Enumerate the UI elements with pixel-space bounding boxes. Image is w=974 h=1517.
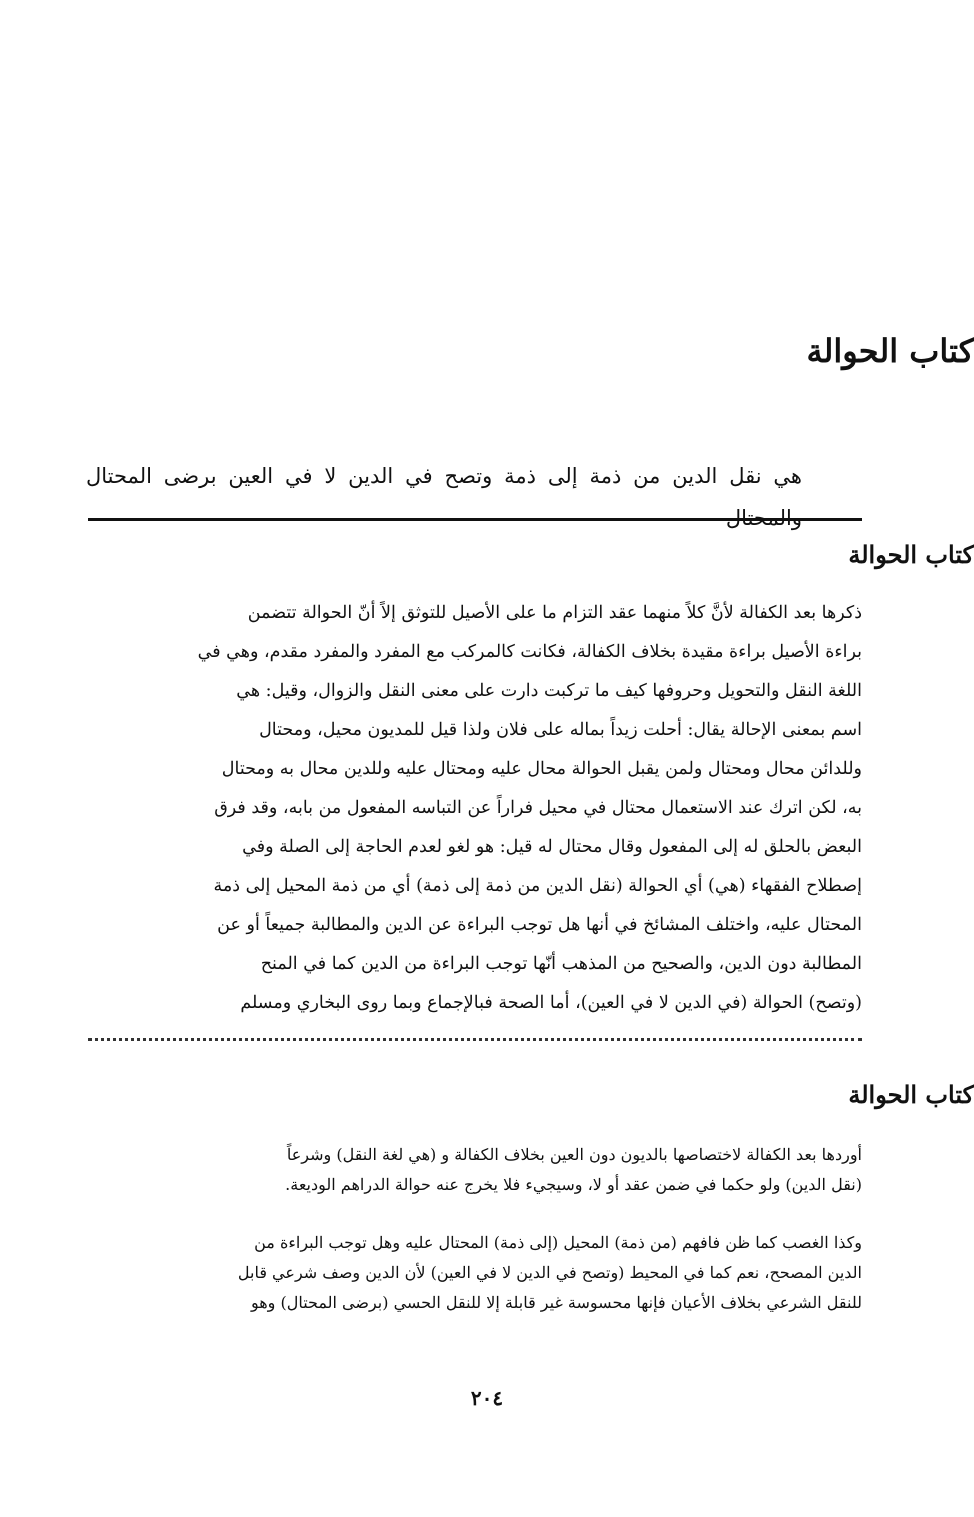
commentary-1-line: المحتال عليه، واختلف المشائخ في أنها هل توجب البراءة عن الدين والمطالبة جميعاً أو عن xyxy=(217,915,862,935)
commentary-2-line: الدين المصحح، نعم كما في المحيط (وتصح في الدين لا في العين) لأن الدين وصف شرعي قابل xyxy=(237,1263,862,1282)
commentary-2-line: أوردها بعد الكفالة لاختصاصها بالديون دون العين بخلاف الكفالة و (هي لغة النقل) وشرعاً xyxy=(286,1145,862,1164)
commentary-1-line: (وتصح) الحوالة (في الدين لا في العين)، أما الصحة فبالإجماع وبما روى البخاري ومسلم xyxy=(240,993,862,1013)
commentary-1-body xyxy=(86,594,862,1023)
chapter-title: كتاب الحوالة xyxy=(806,332,974,370)
commentary-2-paragraph-1 xyxy=(86,1140,862,1200)
commentary-2-line: (نقل الدين) ولو حكما في ضمن عقد أو لا، وسيجيء فلا يخرج عنه حوالة الدراهم الوديعة. xyxy=(285,1175,862,1194)
separator-line xyxy=(88,518,862,521)
commentary-1-line: المطالبة دون الدين، والصحيح من المذهب أنّها توجب البراءة من الدين كما في المنح xyxy=(260,954,862,974)
commentary-1-line: وللدائن محال ومحتال ولمن يقبل الحوالة محال عليه ومحتال عليه وللدين محال به ومحتال xyxy=(221,759,862,779)
commentary-1-title: كتاب الحوالة xyxy=(848,540,974,569)
main-text: هي نقل الدين من ذمة إلى ذمة وتصح في الدين لا في العين برضى المحتال والمحتال xyxy=(86,464,802,530)
commentary-2-line: وكذا الغصب كما ظن فافهم (من ذمة) المحيل (إلى ذمة) المحتال عليه وهل توجب البراءة من xyxy=(254,1233,862,1252)
commentary-1-line: اللغة النقل والتحويل وحروفها كيف ما تركبت دارت على معنى النقل والزوال، وقيل: هي xyxy=(236,681,862,701)
dotted-separator xyxy=(88,1038,862,1041)
commentary-1-line: به، لكن اترك عند الاستعمال محتال في محيل فراراً عن التباسه المفعول من بابه، وقد فرق xyxy=(214,798,862,818)
commentary-1-line: براءة الأصيل براءة مقيدة بخلاف الكفالة، فكانت كالمركب مع المفرد والمفرد مقدم، وهي في xyxy=(197,642,862,662)
commentary-2-title: كتاب الحوالة xyxy=(848,1080,974,1109)
commentary-1-line: إصطلاح الفقهاء (هي) أي الحوالة (نقل الدين من ذمة إلى ذمة) أي من ذمة المحيل إلى ذمة xyxy=(213,876,862,896)
commentary-2-paragraph-2 xyxy=(86,1228,862,1318)
commentary-1-line: اسم بمعنى الإحالة يقال: أحلت زيداً بماله على فلان ولذا قيل للمديون محيل، ومحتال xyxy=(259,720,862,740)
commentary-1-line: البعض بالحلق له إلى المفعول وقال محتال له قيل: هو لغو لعدم الحاجة إلى الصلة وفي xyxy=(242,837,862,857)
page-number: ٢٠٤ xyxy=(470,1386,504,1410)
commentary-2-line: للنقل الشرعي بخلاف الأعيان فإنها محسوسة غير قابلة إلا للنقل الحسي (برضى المحتال) وهو xyxy=(250,1293,862,1312)
commentary-1-line: ذكرها بعد الكفالة لأنَّ كلاً منهما عقد التزام ما على الأصيل للتوثق إلاً أنّ الحوالة تتضمن xyxy=(247,603,862,623)
